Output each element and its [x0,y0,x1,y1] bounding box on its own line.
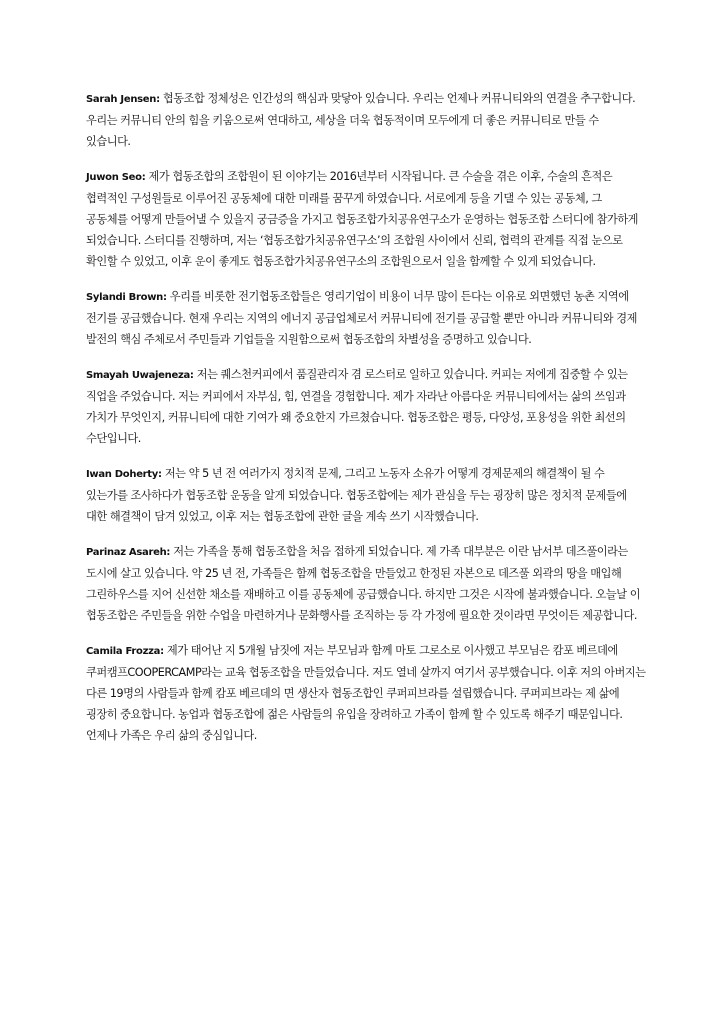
testimonial-sarah-jensen [86,88,646,152]
speaker-name: Juwon Seo: [86,172,146,183]
testimonial-sylandi-brown [86,286,646,350]
testimonial-iwan-doherty [86,463,646,527]
speaker-name: Sarah Jensen: [86,94,160,105]
speaker-name: Smayah Uwajeneza: [86,370,194,381]
testimonial-smayah-uwajeneza [86,364,646,449]
testimonial-text: 저는 약 5 년 전 여러가지 정치적 문제, 그리고 노동자 소유가 어떻게 경제문제의 해결책이 될 수 있는가를 조사하다가 협동조합 운동을 알게 되었습니다. 협동조합에는 제가 관심을 두는 굉장히 많은 정치적 문제들에 대한 해결책이 담겨 있었고, 이후 저는 협동조합에 관한 글을 계속 쓰기 시작했습니다. [86,467,627,523]
testimonial-text: 저는 퀘스천커피에서 품질관리자 겸 로스터로 일하고 있습니다. 커피는 저에게 집중할 수 있는 직업을 주었습니다. 저는 커피에서 자부심, 힘, 연결을 경험합니다. 제가 자라난 아름다운 커뮤니티에서는 삶의 쓰임과 가치가 무엇인지, 커뮤니티에 대한 기여가 왜 중요한지 가르쳤습니다. 협동조합은 평등, 다양성, 포용성을 위한 최선의 수단입니다. [86,368,628,445]
testimonial-juwon-seo [86,166,646,272]
speaker-name: Iwan Doherty: [86,469,162,480]
testimonial-text: 우리를 비롯한 전기협동조합들은 영리기업이 비용이 너무 많이 든다는 이유로 외면했던 농촌 지역에 전기를 공급했습니다. 현재 우리는 지역의 에너지 공급업체로서 커뮤니티에 전기를 공급할 뿐만 아니라 커뮤니티와 경제 발전의 핵심 주체로서 주민들과 기업들을 지원함으로써 협동조합의 차별성을 증명하고 있습니다. [86,290,637,346]
document-page [86,88,646,760]
speaker-name: Sylandi Brown: [86,292,167,303]
testimonial-text: 저는 가족을 통해 협동조합을 처음 접하게 되었습니다. 제 가족 대부분은 이란 남서부 데즈풀이라는 도시에 살고 있습니다. 약 25 년 전, 가족들은 함께 협동조합을 만들었고 한정된 자본으로 데즈풀 외곽의 땅을 매입해 그린하우스를 지어 신선한 채소를 재배하고 이를 공동체에 공급했습니다. 하지만 그것은 시작에 불과했습니다. 오늘날 이 협동조합은 주민들을 위한 수업을 마련하거나 문화행사를 조직하는 등 각 가정에 필요한 것이라면 무엇이든 제공합니다. [86,545,641,622]
testimonial-text: 협동조합 정체성은 인간성의 핵심과 맞닿아 있습니다. 우리는 언제나 커뮤니티와의 연결을 추구합니다. 우리는 커뮤니티 안의 힘을 키움으로써 연대하고, 세상을 더욱 협동적이며 모두에게 더 좋은 커뮤니티로 만들 수 있습니다. [86,92,636,148]
testimonial-camila-frozza [86,640,646,746]
speaker-name: Camila Frozza: [86,646,164,657]
testimonial-text: 제가 협동조합의 조합원이 된 이야기는 2016년부터 시작됩니다. 큰 수술을 겪은 이후, 수술의 흔적은 협력적인 구성원들로 이루어진 공동체에 대한 미래를 꿈꾸게 하였습니다. 서로에게 등을 기댈 수 있는 공동체, 그 공동체를 어떻게 만들어낼 수 있을지 궁금증을 가지고 협동조합가치공유연구소가 운영하는 협동조합 스터디에 참가하게 되었습니다. 스터디를 진행하며, 저는 ‘협동조합가치공유연구소’의 조합원 사이에서 신뢰, 협력의 관계를 직접 눈으로 확인할 수 있었고, 이후 운이 좋게도 협동조합가치공유연구소의 조합원으로서 일을 함께할 수 있게 되었습니다. [86,170,639,268]
testimonial-parinaz-asareh [86,541,646,626]
speaker-name: Parinaz Asareh: [86,547,171,558]
testimonial-text: 제가 태어난 지 5개월 남짓에 저는 부모님과 함께 마토 그로소로 이사했고 부모님은 캄포 베르데에 쿠퍼캠프COOPERCAMP라는 교육 협동조합을 만들었습니다. 저도 열네 살까지 여기서 공부했습니다. 이후 저의 아버지는 다른 19명의 사람들과 함께 캄포 베르데의 면 생산자 협동조합인 쿠퍼피브라를 설립했습니다. 쿠퍼피브라는 제 삶에 굉장히 중요합니다. 농업과 협동조합에 젊은 사람들의 유입을 장려하고 가족이 함께 할 수 있도록 해주기 때문입니다. 언제나 가족은 우리 삶의 중심입니다. [86,644,646,742]
